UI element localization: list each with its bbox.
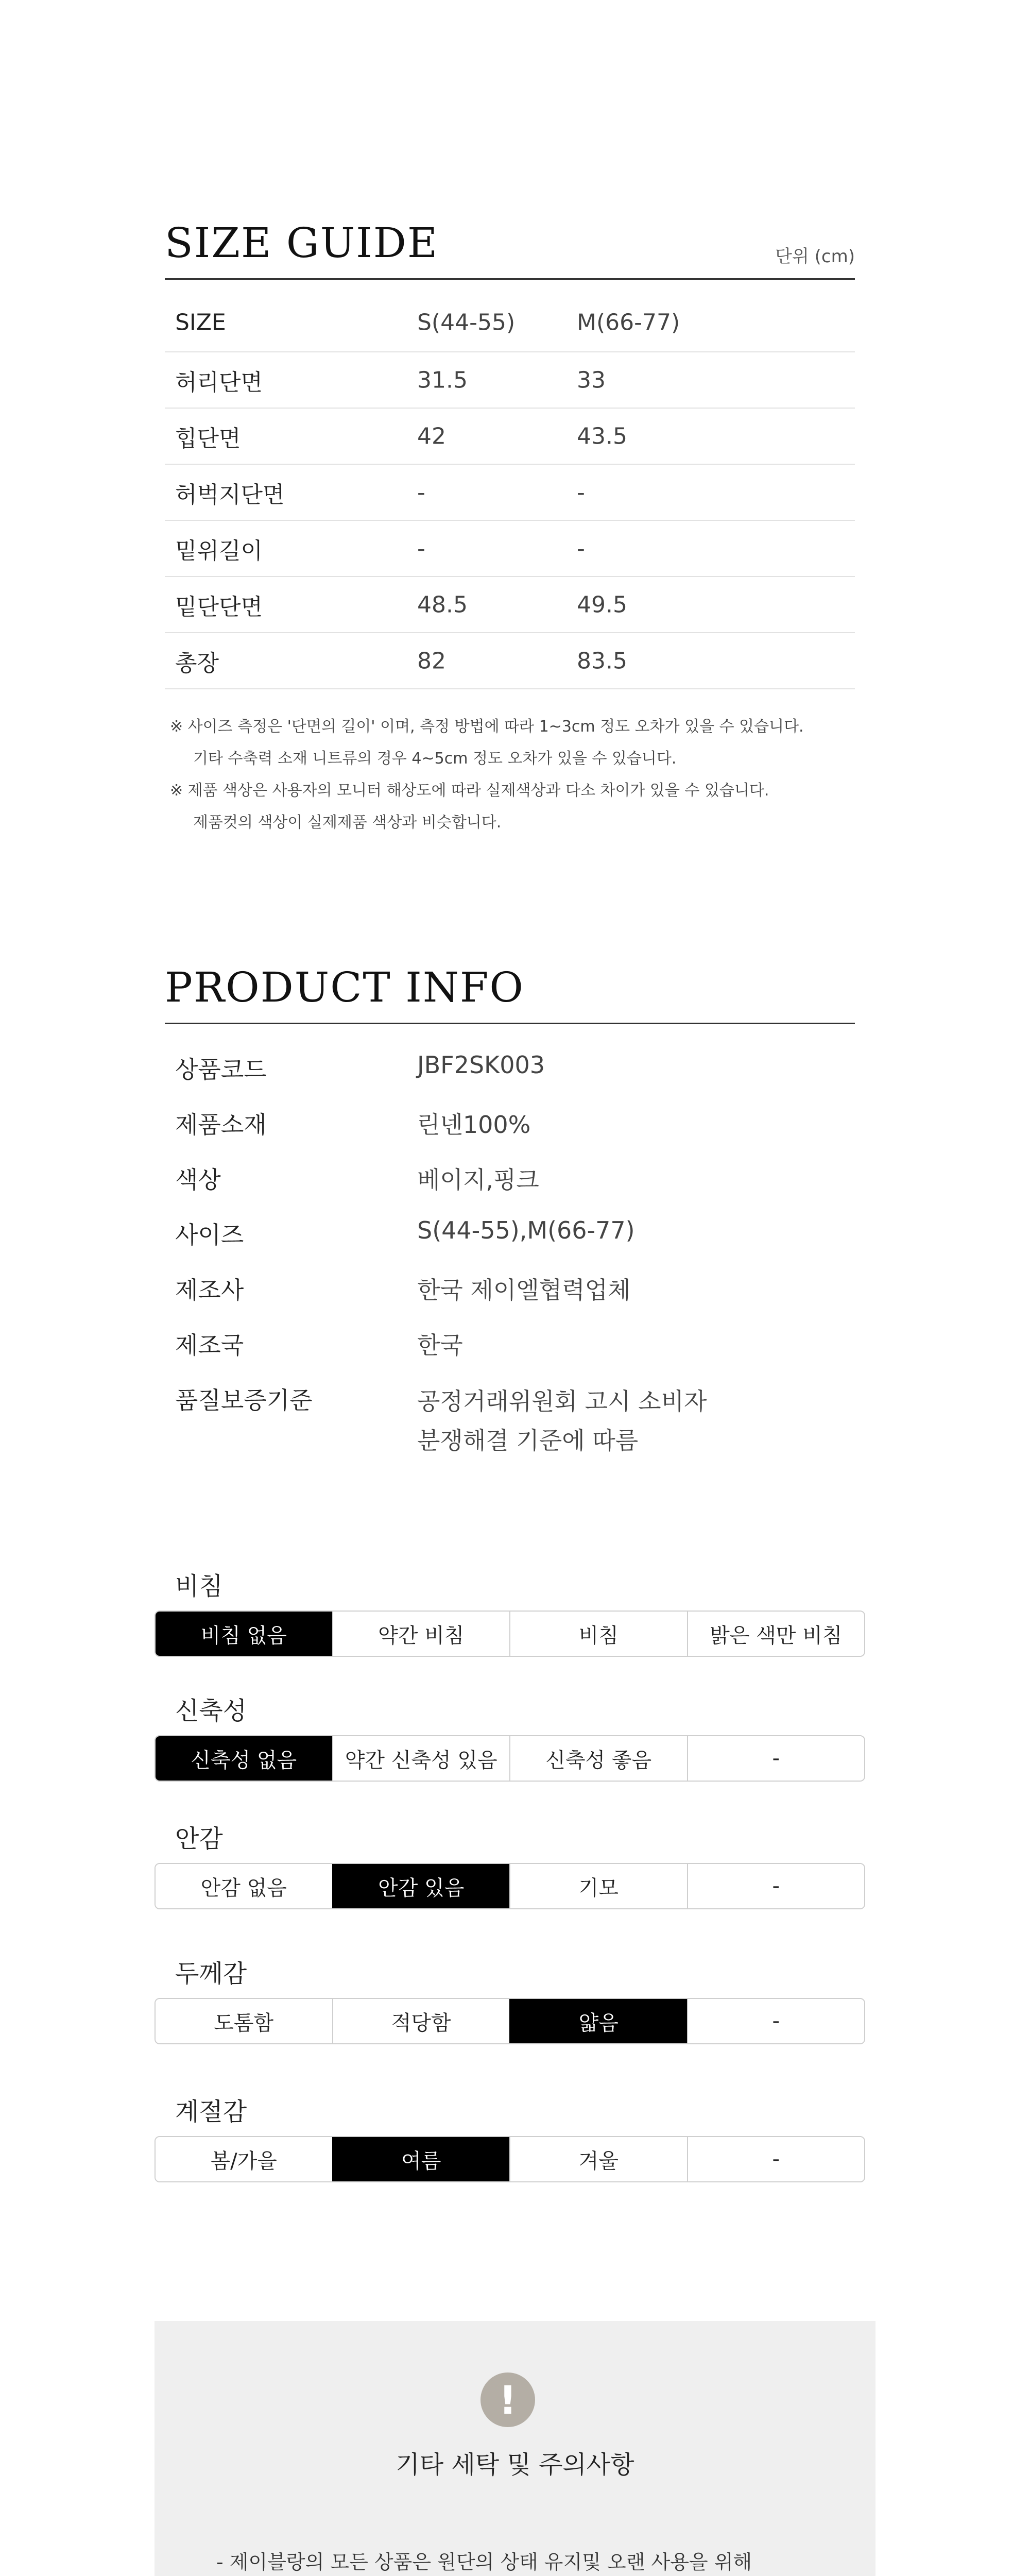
attr-thickness-selector — [154, 1998, 865, 2044]
care-line: - 제이블랑의 모든 상품은 원단의 상태 유지및 오랜 사용을 위해 — [216, 2551, 752, 2573]
attr-option[interactable]: 비침 없음 — [156, 1612, 332, 1656]
info-label: 품질보증기준 — [175, 1386, 313, 1414]
product-info-section — [165, 0, 855, 1494]
attr-option[interactable]: 밝은 색만 비침 — [687, 1612, 865, 1656]
size-row-s: - — [417, 535, 425, 562]
attr-label-season: 계절감 — [175, 2097, 247, 2126]
size-row-label: 허벅지단면 — [175, 481, 285, 508]
size-row-s: 48.5 — [417, 591, 468, 618]
attr-option[interactable]: 얇음 — [509, 1999, 687, 2043]
info-value: 한국 — [417, 1331, 463, 1359]
size-row-label: 힙단면 — [175, 425, 241, 452]
attr-option[interactable]: - — [687, 1736, 865, 1781]
size-row-label: 허리단면 — [175, 369, 263, 396]
attr-option[interactable]: 약간 신축성 있음 — [332, 1736, 510, 1781]
attr-label-transparency: 비침 — [175, 1572, 223, 1601]
product-info-divider — [165, 1023, 855, 1024]
attr-label-lining: 안감 — [175, 1824, 223, 1853]
size-row-label: 총장 — [175, 650, 219, 676]
info-value: 린넨100% — [417, 1111, 531, 1139]
info-label: 사이즈 — [175, 1221, 244, 1249]
attr-option[interactable]: 기모 — [509, 1864, 687, 1908]
size-note: ※ 제품 색상은 사용자의 모니터 해상도에 따라 실제색상과 다소 차이가 있을 수 있습니다. — [170, 782, 769, 800]
size-row-s: 82 — [417, 648, 446, 674]
size-row-m: - — [577, 479, 585, 505]
size-row-s: 42 — [417, 423, 446, 449]
info-value-line: 분쟁해결 기준에 따름 — [417, 1427, 639, 1454]
size-row-s: 31.5 — [417, 367, 468, 393]
info-value: 한국 제이엘협력업체 — [417, 1276, 631, 1304]
size-note: 제품컷의 색상이 실제제품 색상과 비슷합니다. — [193, 814, 502, 832]
attr-transparency-selector — [154, 1611, 865, 1657]
attr-label-stretch: 신축성 — [175, 1697, 247, 1725]
care-notice-box — [154, 2321, 876, 2576]
attr-option[interactable]: - — [687, 1864, 865, 1908]
exclamation-icon: ! — [480, 2372, 535, 2427]
size-row-m: 49.5 — [577, 591, 627, 618]
size-row-m: 43.5 — [577, 423, 627, 449]
info-label: 제조사 — [175, 1276, 244, 1304]
attr-season-selector — [154, 2136, 865, 2182]
attr-option[interactable]: 봄/가을 — [156, 2137, 332, 2181]
care-list — [216, 2543, 884, 2576]
attr-option[interactable]: 안감 있음 — [332, 1864, 510, 1908]
size-row-m: 33 — [577, 367, 606, 393]
size-guide-title: SIZE GUIDE — [165, 219, 439, 267]
size-row-label: 밑위길이 — [175, 537, 263, 564]
care-title: 기타 세탁 및 주의사항 — [396, 2450, 634, 2479]
product-info-title: PRODUCT INFO — [165, 963, 524, 1011]
size-row-m: 83.5 — [577, 648, 627, 674]
attr-option[interactable]: - — [687, 2137, 865, 2181]
attr-option[interactable]: 적당함 — [332, 1999, 510, 2043]
attr-option[interactable]: - — [687, 1999, 865, 2043]
attr-option[interactable]: 겨울 — [509, 2137, 687, 2181]
size-header-m: M(66-77) — [577, 309, 680, 336]
attr-option[interactable]: 신축성 없음 — [156, 1736, 332, 1781]
info-value — [417, 1382, 707, 1460]
info-label: 제조국 — [175, 1331, 244, 1359]
size-header-label: SIZE — [175, 309, 226, 336]
attr-lining-selector — [154, 1863, 865, 1909]
info-label: 제품소재 — [175, 1111, 267, 1139]
attr-option[interactable]: 여름 — [332, 2137, 510, 2181]
attr-stretch-selector — [154, 1735, 865, 1782]
size-note: 기타 수축력 소재 니트류의 경우 4~5cm 정도 오차가 있을 수 있습니다. — [193, 750, 677, 768]
size-header-s: S(44-55) — [417, 309, 516, 336]
attr-option[interactable]: 안감 없음 — [156, 1864, 332, 1908]
attr-option[interactable]: 신축성 좋음 — [509, 1736, 687, 1781]
attr-label-thickness: 두께감 — [175, 1959, 247, 1988]
attr-option[interactable]: 약간 비침 — [332, 1612, 510, 1656]
size-guide-unit: 단위 (cm) — [775, 246, 855, 267]
size-row-s: - — [417, 479, 425, 505]
info-value-line: 공정거래위원회 고시 소비자 — [417, 1387, 707, 1415]
size-note: ※ 사이즈 측정은 '단면의 길이' 이며, 측정 방법에 따라 1~3cm 정도 오차가 있을 수 있습니다. — [170, 718, 804, 736]
size-row-label: 밑단단면 — [175, 594, 263, 620]
attr-option[interactable]: 도톰함 — [156, 1999, 332, 2043]
info-value: JBF2SK003 — [417, 1051, 545, 1079]
info-value: S(44-55),M(66-77) — [417, 1216, 635, 1244]
attr-option[interactable]: 비침 — [509, 1612, 687, 1656]
info-value: 베이지,핑크 — [417, 1166, 539, 1194]
info-label: 상품코드 — [175, 1056, 267, 1083]
info-label: 색상 — [175, 1166, 221, 1194]
size-row-m: - — [577, 535, 585, 562]
